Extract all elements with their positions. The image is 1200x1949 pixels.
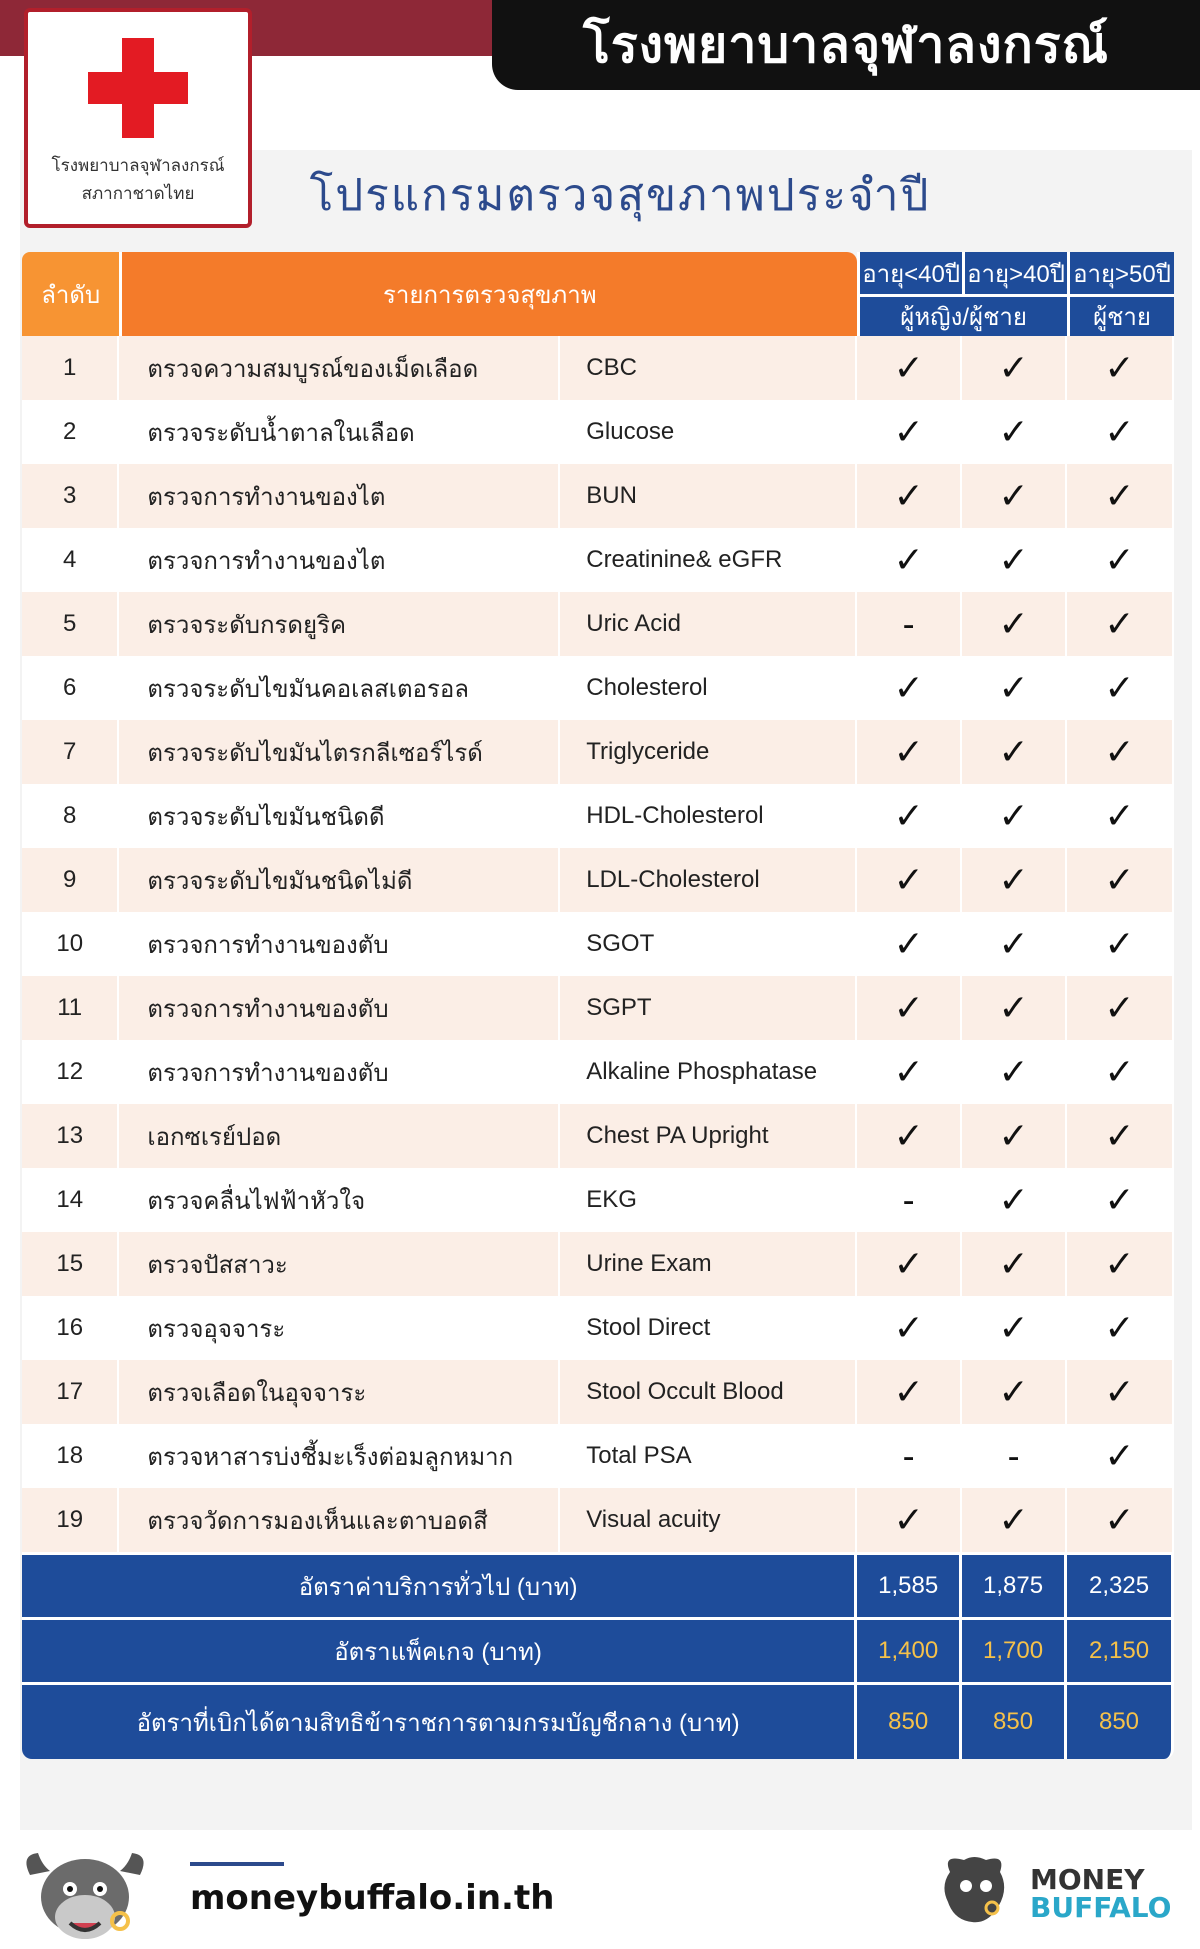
row-number: 16	[22, 1296, 119, 1360]
header-col3-gender: ผู้ชาย	[1067, 294, 1174, 336]
row-check-over40: ✓	[962, 784, 1067, 848]
price-value: 2,150	[1067, 1617, 1174, 1682]
buffalo-mascot-icon	[20, 1845, 150, 1945]
price-row	[22, 1552, 1174, 1617]
row-item-thai: ตรวจระดับไขมันชนิดไม่ดี	[119, 848, 560, 912]
row-number: 13	[22, 1104, 119, 1168]
row-check-over50-male: ✓	[1067, 1488, 1174, 1552]
hospital-title-bar	[492, 0, 1200, 90]
row-number: 11	[22, 976, 119, 1040]
row-check-over40: ✓	[962, 912, 1067, 976]
row-number: 15	[22, 1232, 119, 1296]
row-check-over50-male: ✓	[1067, 720, 1174, 784]
row-item-english: Stool Direct	[560, 1296, 857, 1360]
price-row	[22, 1617, 1174, 1682]
red-cross-icon-bar	[88, 72, 188, 104]
table-row	[22, 784, 1174, 848]
row-item-english: SGPT	[560, 976, 857, 1040]
table-row	[22, 1168, 1174, 1232]
row-check-over40: ✓	[962, 1296, 1067, 1360]
money-buffalo-logo-icon	[940, 1850, 1000, 1930]
row-check-over40: ✓	[962, 528, 1067, 592]
table-row	[22, 528, 1174, 592]
row-check-over40: ✓	[962, 464, 1067, 528]
row-check-over40: ✓	[962, 336, 1067, 400]
row-check-over40: ✓	[962, 400, 1067, 464]
row-number: 12	[22, 1040, 119, 1104]
row-check-under40: ✓	[857, 528, 962, 592]
row-check-over50-male: ✓	[1067, 976, 1174, 1040]
row-check-over50-male: ✓	[1067, 464, 1174, 528]
row-item-thai: ตรวจปัสสาวะ	[119, 1232, 560, 1296]
row-check-under40: ✓	[857, 1296, 962, 1360]
row-check-under40: ✓	[857, 656, 962, 720]
row-check-under40: -	[857, 1424, 962, 1488]
row-number: 7	[22, 720, 119, 784]
row-number: 3	[22, 464, 119, 528]
row-check-under40: -	[857, 592, 962, 656]
row-check-over50-male: ✓	[1067, 400, 1174, 464]
row-check-under40: ✓	[857, 784, 962, 848]
logo-line1: โรงพยาบาลจุฬาลงกรณ์	[51, 156, 225, 176]
table-row	[22, 848, 1174, 912]
row-check-under40: ✓	[857, 1360, 962, 1424]
header-col2-age: อายุ>40ปี	[962, 252, 1067, 294]
row-check-under40: ✓	[857, 976, 962, 1040]
row-item-english: BUN	[560, 464, 857, 528]
row-check-under40: ✓	[857, 1488, 962, 1552]
footer-url[interactable]: moneybuffalo.in.th	[190, 1878, 555, 1918]
table-row	[22, 400, 1174, 464]
row-check-under40: ✓	[857, 720, 962, 784]
row-check-over40: ✓	[962, 1360, 1067, 1424]
red-cross-logo	[24, 8, 252, 228]
row-item-english: Visual acuity	[560, 1488, 857, 1552]
row-item-english: Stool Occult Blood	[560, 1360, 857, 1424]
row-check-over50-male: ✓	[1067, 592, 1174, 656]
row-check-over50-male: ✓	[1067, 1040, 1174, 1104]
row-number: 14	[22, 1168, 119, 1232]
row-check-under40: ✓	[857, 336, 962, 400]
table-row	[22, 912, 1174, 976]
row-check-under40: ✓	[857, 848, 962, 912]
table-row	[22, 1360, 1174, 1424]
table-body	[22, 336, 1174, 1759]
row-number: 6	[22, 656, 119, 720]
row-item-english: Triglyceride	[560, 720, 857, 784]
row-item-thai: เอกซเรย์ปอด	[119, 1104, 560, 1168]
row-check-over50-male: ✓	[1067, 1424, 1174, 1488]
row-number: 9	[22, 848, 119, 912]
row-item-thai: ตรวจการทำงานของตับ	[119, 912, 560, 976]
row-item-thai: ตรวจความสมบูรณ์ของเม็ดเลือด	[119, 336, 560, 400]
table-row	[22, 592, 1174, 656]
row-item-thai: ตรวจคลื่นไฟฟ้าหัวใจ	[119, 1168, 560, 1232]
row-check-over50-male: ✓	[1067, 1296, 1174, 1360]
row-item-thai: ตรวจการทำงานของไต	[119, 528, 560, 592]
price-row	[22, 1682, 1174, 1759]
row-item-thai: ตรวจหาสารบ่งชี้มะเร็งต่อมลูกหมาก	[119, 1424, 560, 1488]
row-check-over40: ✓	[962, 1104, 1067, 1168]
row-check-over50-male: ✓	[1067, 912, 1174, 976]
row-check-over50-male: ✓	[1067, 1104, 1174, 1168]
row-item-thai: ตรวจระดับไขมันคอเลสเตอรอล	[119, 656, 560, 720]
row-item-english: EKG	[560, 1168, 857, 1232]
row-check-over50-male: ✓	[1067, 1360, 1174, 1424]
row-check-over50-male: ✓	[1067, 336, 1174, 400]
row-check-under40: ✓	[857, 1232, 962, 1296]
table-row	[22, 1488, 1174, 1552]
price-value: 1,400	[857, 1617, 962, 1682]
row-item-english: Alkaline Phosphatase	[560, 1040, 857, 1104]
price-value: 2,325	[1067, 1552, 1174, 1617]
row-item-english: Cholesterol	[560, 656, 857, 720]
row-item-thai: ตรวจระดับไขมันไตรกลีเซอร์ไรด์	[119, 720, 560, 784]
row-check-over50-male: ✓	[1067, 1168, 1174, 1232]
header-item: รายการตรวจสุขภาพ	[119, 252, 857, 336]
table-row	[22, 1232, 1174, 1296]
price-label: อัตราที่เบิกได้ตามสิทธิข้าราชการตามกรมบัญชีกลาง (บาท)	[22, 1682, 857, 1759]
row-item-english: Creatinine& eGFR	[560, 528, 857, 592]
row-item-thai: ตรวจการทำงานของไต	[119, 464, 560, 528]
row-check-over40: ✓	[962, 592, 1067, 656]
health-checkup-table	[22, 252, 1174, 1759]
table-row	[22, 656, 1174, 720]
money-buffalo-wordmark	[1030, 1863, 1172, 1924]
row-check-over40: ✓	[962, 720, 1067, 784]
row-item-thai: ตรวจระดับกรดยูริค	[119, 592, 560, 656]
row-item-english: SGOT	[560, 912, 857, 976]
row-check-over40: ✓	[962, 1040, 1067, 1104]
row-item-english: HDL-Cholesterol	[560, 784, 857, 848]
row-check-under40: ✓	[857, 400, 962, 464]
row-check-under40: -	[857, 1168, 962, 1232]
price-value: 1,875	[962, 1552, 1067, 1617]
table-row	[22, 1424, 1174, 1488]
row-check-over40: ✓	[962, 848, 1067, 912]
row-item-thai: ตรวจการทำงานของตับ	[119, 1040, 560, 1104]
logo-line2: สภากาชาดไทย	[81, 184, 195, 204]
price-value: 850	[857, 1682, 962, 1759]
row-item-english: Total PSA	[560, 1424, 857, 1488]
row-item-thai: ตรวจระดับน้ำตาลในเลือด	[119, 400, 560, 464]
page-subtitle: โปรแกรมตรวจสุขภาพประจำปี	[309, 170, 931, 221]
header-no: ลำดับ	[22, 252, 119, 336]
header-col1-age: อายุ<40ปี	[857, 252, 962, 294]
row-item-english: Urine Exam	[560, 1232, 857, 1296]
row-check-over40: ✓	[962, 976, 1067, 1040]
row-number: 17	[22, 1360, 119, 1424]
row-item-thai: ตรวจเลือดในอุจจาระ	[119, 1360, 560, 1424]
row-check-over50-male: ✓	[1067, 528, 1174, 592]
row-check-under40: ✓	[857, 464, 962, 528]
row-number: 5	[22, 592, 119, 656]
table-row	[22, 336, 1174, 400]
row-number: 1	[22, 336, 119, 400]
row-check-over40: ✓	[962, 656, 1067, 720]
row-item-english: LDL-Cholesterol	[560, 848, 857, 912]
row-check-over50-male: ✓	[1067, 1232, 1174, 1296]
row-check-over50-male: ✓	[1067, 656, 1174, 720]
price-label: อัตราค่าบริการทั่วไป (บาท)	[22, 1552, 857, 1617]
row-item-english: Glucose	[560, 400, 857, 464]
price-value: 1,700	[962, 1617, 1067, 1682]
brand-buffalo: BUFFALO	[1030, 1891, 1172, 1924]
row-check-over50-male: ✓	[1067, 784, 1174, 848]
row-check-under40: ✓	[857, 912, 962, 976]
row-item-thai: ตรวจอุจจาระ	[119, 1296, 560, 1360]
row-item-english: CBC	[560, 336, 857, 400]
brand-money: MONEY	[1030, 1863, 1145, 1896]
row-item-thai: ตรวจวัดการมองเห็นและตาบอดสี	[119, 1488, 560, 1552]
row-check-under40: ✓	[857, 1040, 962, 1104]
price-value: 1,585	[857, 1552, 962, 1617]
table-row	[22, 1104, 1174, 1168]
hospital-title: โรงพยาบาลจุฬาลงกรณ์	[582, 15, 1110, 74]
price-label: อัตราแพ็คเกจ (บาท)	[22, 1617, 857, 1682]
footer-divider	[190, 1862, 284, 1866]
table-row	[22, 1040, 1174, 1104]
header-col3-age: อายุ>50ปี	[1067, 252, 1174, 294]
row-item-english: Uric Acid	[560, 592, 857, 656]
table-row	[22, 1296, 1174, 1360]
row-check-over50-male: ✓	[1067, 848, 1174, 912]
row-item-english: Chest PA Upright	[560, 1104, 857, 1168]
table-row	[22, 976, 1174, 1040]
row-check-over40: -	[962, 1424, 1067, 1488]
table-row	[22, 720, 1174, 784]
row-item-thai: ตรวจระดับไขมันชนิดดี	[119, 784, 560, 848]
row-number: 4	[22, 528, 119, 592]
row-check-over40: ✓	[962, 1232, 1067, 1296]
row-number: 19	[22, 1488, 119, 1552]
row-check-over40: ✓	[962, 1488, 1067, 1552]
price-value: 850	[1067, 1682, 1174, 1759]
price-value: 850	[962, 1682, 1067, 1759]
row-item-thai: ตรวจการทำงานของตับ	[119, 976, 560, 1040]
header-col12-gender: ผู้หญิง/ผู้ชาย	[857, 294, 1067, 336]
row-number: 8	[22, 784, 119, 848]
row-check-under40: ✓	[857, 1104, 962, 1168]
row-number: 2	[22, 400, 119, 464]
row-number: 10	[22, 912, 119, 976]
table-row	[22, 464, 1174, 528]
row-check-over40: ✓	[962, 1168, 1067, 1232]
row-number: 18	[22, 1424, 119, 1488]
